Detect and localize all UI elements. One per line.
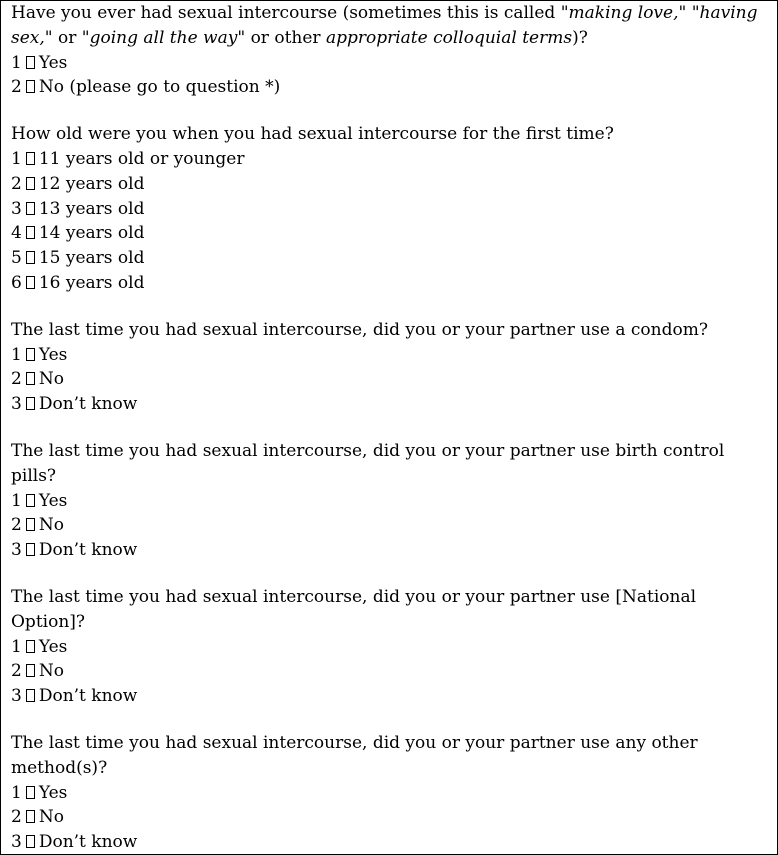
option-number: 2 <box>11 515 22 536</box>
question-text <box>11 439 771 489</box>
question-block <box>11 439 771 563</box>
option-label: Yes <box>38 636 68 657</box>
option-number: 1 <box>11 52 22 73</box>
checkbox-icon[interactable] <box>26 786 35 799</box>
option-number: 1 <box>11 148 22 169</box>
question-text-segment: Have you ever had sexual intercourse (sometimes this is called " <box>11 3 569 23</box>
question-spacer <box>11 709 771 731</box>
questionnaire-content <box>11 1 771 855</box>
question-text <box>11 585 771 635</box>
option-label: Don’t know <box>38 686 138 707</box>
answer-option[interactable] <box>11 197 771 222</box>
question-block <box>11 731 771 855</box>
checkbox-icon[interactable] <box>26 543 35 556</box>
checkbox-icon[interactable] <box>26 226 35 239</box>
option-number: 3 <box>11 394 22 415</box>
checkbox-icon[interactable] <box>26 689 35 702</box>
answer-option[interactable] <box>11 51 771 76</box>
option-number: 4 <box>11 223 22 244</box>
option-number: 2 <box>11 77 22 98</box>
answer-option[interactable] <box>11 684 771 709</box>
option-number: 1 <box>11 344 22 365</box>
question-text-segment: )? <box>572 27 588 48</box>
option-number: 3 <box>11 832 22 853</box>
question-text-emphasis: appropriate colloquial terms <box>325 27 573 48</box>
checkbox-icon[interactable] <box>26 372 35 385</box>
checkbox-icon[interactable] <box>26 177 35 190</box>
option-number: 3 <box>11 540 22 561</box>
question-text-segment: " " <box>678 3 700 23</box>
checkbox-icon[interactable] <box>26 397 35 410</box>
question-text <box>11 1 771 51</box>
answer-option[interactable] <box>11 246 771 271</box>
checkbox-icon[interactable] <box>26 251 35 264</box>
question-text-emphasis: going all the way <box>89 27 238 48</box>
option-label: 15 years old <box>38 248 145 269</box>
option-label: Yes <box>38 52 68 73</box>
option-label: Yes <box>38 344 68 365</box>
checkbox-icon[interactable] <box>26 518 35 531</box>
option-number: 1 <box>11 782 22 803</box>
checkbox-icon[interactable] <box>26 494 35 507</box>
answer-option[interactable] <box>11 538 771 563</box>
checkbox-icon[interactable] <box>26 276 35 289</box>
option-label: No <box>38 807 64 828</box>
question-text-segment: The last time you had sexual intercourse, did you or your partner use [National Option]? <box>11 586 697 632</box>
question-block <box>11 585 771 709</box>
option-label: 11 years old or younger <box>38 148 245 169</box>
option-label: 13 years old <box>38 198 145 219</box>
option-label: Don’t know <box>38 832 138 853</box>
question-text-segment: " or other <box>237 27 326 48</box>
option-label: No <box>38 661 64 682</box>
checkbox-icon[interactable] <box>26 152 35 165</box>
answer-option[interactable] <box>11 75 771 100</box>
answer-option[interactable] <box>11 830 771 855</box>
checkbox-icon[interactable] <box>26 80 35 93</box>
question-text-segment: How old were you when you had sexual intercourse for the first time? <box>11 124 614 145</box>
option-number: 1 <box>11 490 22 511</box>
checkbox-icon[interactable] <box>26 640 35 653</box>
question-block <box>11 1 771 100</box>
question-text <box>11 731 771 781</box>
option-number: 3 <box>11 198 22 219</box>
answer-option[interactable] <box>11 271 771 296</box>
option-label: Don’t know <box>38 540 138 561</box>
option-label: No <box>38 515 64 536</box>
question-text-segment: The last time you had sexual intercourse, did you or your partner use a condom? <box>11 319 708 340</box>
option-number: 3 <box>11 686 22 707</box>
answer-option[interactable] <box>11 343 771 368</box>
answer-option[interactable] <box>11 489 771 514</box>
option-label: Don’t know <box>38 394 138 415</box>
question-spacer <box>11 296 771 318</box>
answer-option[interactable] <box>11 513 771 538</box>
checkbox-icon[interactable] <box>26 56 35 69</box>
checkbox-icon[interactable] <box>26 810 35 823</box>
option-number: 1 <box>11 636 22 657</box>
question-spacer <box>11 100 771 122</box>
answer-option[interactable] <box>11 172 771 197</box>
option-number: 5 <box>11 248 22 269</box>
checkbox-icon[interactable] <box>26 835 35 848</box>
question-block <box>11 122 771 296</box>
option-number: 6 <box>11 272 22 293</box>
option-number: 2 <box>11 369 22 390</box>
answer-option[interactable] <box>11 659 771 684</box>
option-label: 16 years old <box>38 272 145 293</box>
option-label: Yes <box>38 490 68 511</box>
question-text <box>11 318 771 343</box>
question-text-segment: The last time you had sexual intercourse, did you or your partner use any other method(s)? <box>11 732 698 778</box>
option-label: No (please go to question *) <box>38 77 281 98</box>
answer-option[interactable] <box>11 781 771 806</box>
question-text <box>11 122 771 147</box>
answer-option[interactable] <box>11 805 771 830</box>
question-text-segment: " or " <box>44 27 90 48</box>
question-text-emphasis: having sex, <box>11 3 758 48</box>
option-number: 2 <box>11 807 22 828</box>
answer-option[interactable] <box>11 221 771 246</box>
answer-option[interactable] <box>11 367 771 392</box>
option-label: 12 years old <box>38 173 145 194</box>
checkbox-icon[interactable] <box>26 664 35 677</box>
option-label: 14 years old <box>38 223 145 244</box>
checkbox-icon[interactable] <box>26 202 35 215</box>
question-text-segment: The last time you had sexual intercourse, did you or your partner use birth control pills? <box>11 440 725 486</box>
checkbox-icon[interactable] <box>26 348 35 361</box>
question-text-emphasis: making love, <box>568 3 679 23</box>
answer-option[interactable] <box>11 635 771 660</box>
option-label: Yes <box>38 782 68 803</box>
question-spacer <box>11 563 771 585</box>
question-spacer <box>11 417 771 439</box>
option-number: 2 <box>11 173 22 194</box>
question-block <box>11 318 771 417</box>
answer-option[interactable] <box>11 147 771 172</box>
option-label: No <box>38 369 64 390</box>
answer-option[interactable] <box>11 392 771 417</box>
option-number: 2 <box>11 661 22 682</box>
